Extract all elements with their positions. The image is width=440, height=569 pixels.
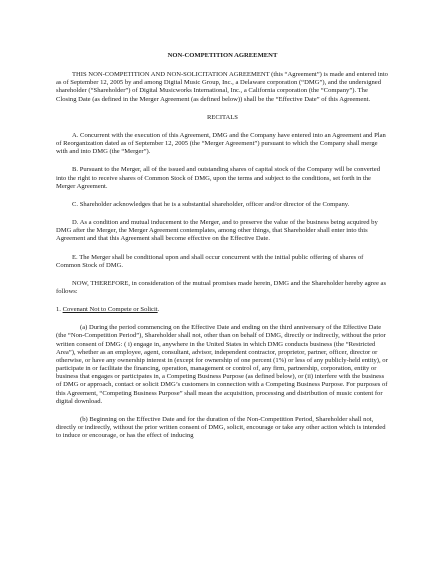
covenant-number: 1. xyxy=(56,306,63,314)
paragraph-b: (b) Beginning on the Effective Date and for the duration of the Non-Competition Period, Shareholder shall not, directly or indirectly, without the prior written consent of DMG, solicit, encourage or take any other action which is intended to induce or encourage, or has the effect of inducing xyxy=(56,415,386,440)
now-therefore-paragraph: NOW, THEREFORE, in consideration of the mutual promises made herein, DMG and the Shareholder hereby agree as follows: xyxy=(56,279,387,295)
document-title: NON-COMPETITION AGREEMENT xyxy=(167,52,278,59)
covenant-title: Covenant Not to Compete or Solicit xyxy=(62,306,158,314)
document-body xyxy=(56,52,389,450)
recital-a: A. Concurrent with the execution of this Agreement, DMG and the Company have entered into an Agreement and Plan of Reorganization dated as of September 12, 2005 (the “Merger Agreement”) pursuant to which the Company shall merge with and into DMG (the “Merger”). xyxy=(56,131,386,156)
covenant-heading xyxy=(56,306,389,314)
recital-e: E. The Merger shall be conditional upon and shall occur concurrent with the initial public offering of shares of Common Stock of DMG. xyxy=(56,253,364,269)
covenant-period: . xyxy=(157,306,160,314)
recitals-heading: RECITALS xyxy=(207,113,238,121)
recital-b: B. Pursuant to the Merger, all of the issued and outstanding shares of capital stock of the Company will be converted into the right to receive shares of Common Stock of DMG, upon the terms and subject to the conditions, set forth in the Merger Agreement. xyxy=(56,166,380,190)
paragraph-a: (a) During the period commencing on the Effective Date and ending on the third anniversary of the Effective Date (the “Non-Competition Period”), Shareholder shall not, other than on behalf of DMG, directly or indirectly, without the prior written consent of DMG: ( i) engage in, anywhere in the United States in which DMG conducts business (the “Restricted Area”), whether as an employee, agent, consultant, advisor, independent contractor, proprietor, partner, officer, director or otherwise, or have any ownership interest in (except for ownership of one percent (1%) or less of any publicly-held entity), or participate in or facilitate the financing, operation, management or control of, any firm, partnership, corporation, entity or business that engages or participates in, a Competing Business Purpose (as defined below), or (ii) interfere with the business of DMG or approach, contact or solicit DMG’s customers in connection with a Competing Business Purpose. For purposes of this Agreement, “Competing Business Purpose” shall mean the acquisition, processing and distribution of music content for digital download. xyxy=(56,324,388,405)
recital-d: D. As a condition and mutual inducement to the Merger, and to preserve the value of the business being acquired by DMG after the Merger, the Merger Agreement contemplates, among other things, that Shareholder shall enter into this Agreement and that this Agreement shall become effective on the Effective Date. xyxy=(56,219,378,243)
recital-c: C. Shareholder acknowledges that he is a substantial shareholder, officer and/or director of the Company. xyxy=(72,200,350,208)
intro-paragraph: THIS NON-COMPETITION AND NON-SOLICITATION AGREEMENT (this “Agreement”) is made and entered into as of September 12, 2005 by and among Digital Music Group, Inc., a Delaware corporation (“DMG”), and the undersigned shareholder (“Shareholder”) of Digital Musicworks International, Inc., a California corporation (the “Company”). The Closing Date (as defined in the Merger Agreement (as defined below)) shall be the “Effective Date” of this Agreement. xyxy=(56,71,388,103)
